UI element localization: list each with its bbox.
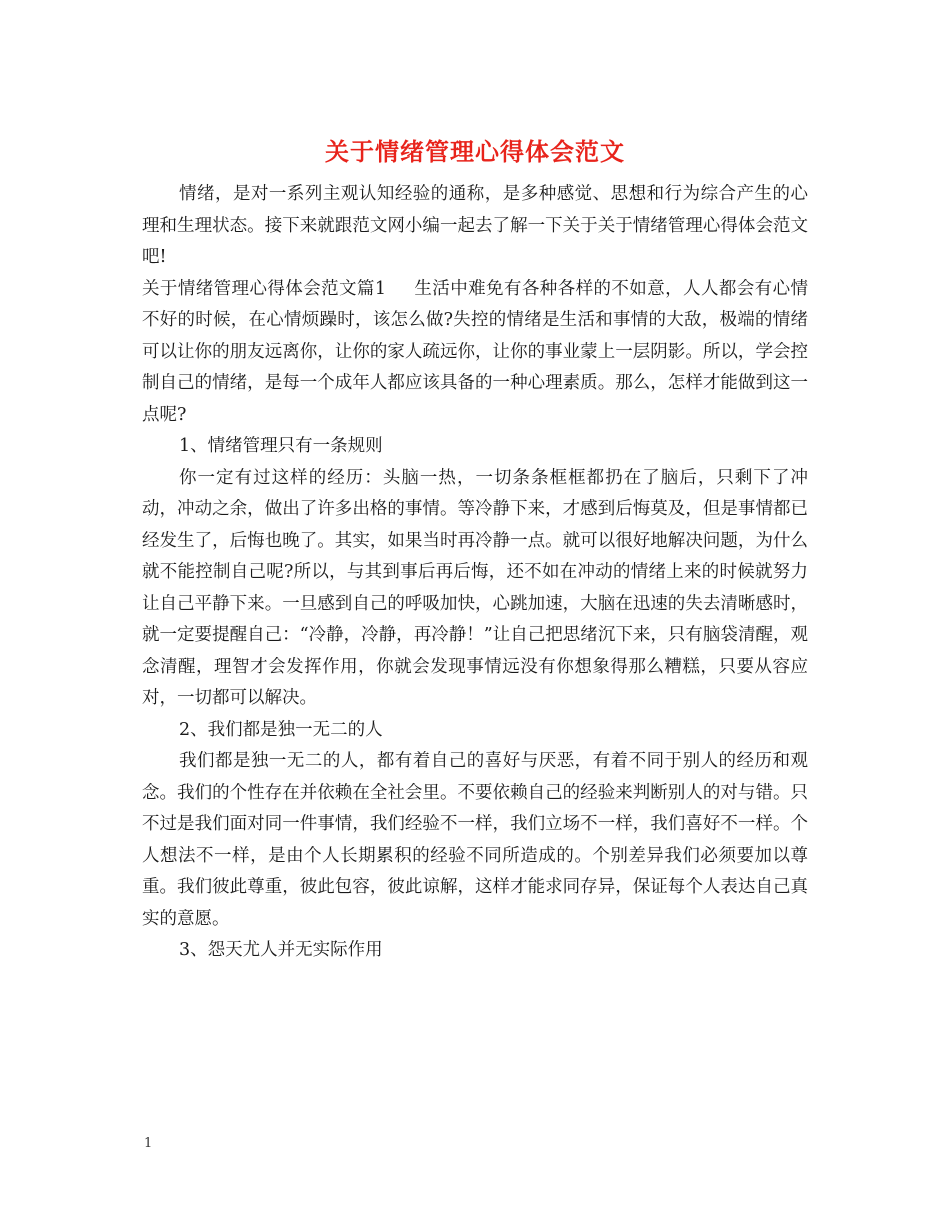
document-title: 关于情绪管理心得体会范文 — [325, 137, 625, 166]
section-1-heading: 1、情绪管理只有一条规则 — [179, 436, 383, 456]
intro-paragraph: 情绪，是对一系列主观认知经验的通称，是多种感觉、思想和行为综合产生的心理和生理状态。接下来就跟范文网小编一起去了解一下关于关于情绪管理心得体会范文吧! — [142, 184, 808, 267]
document-body — [142, 179, 808, 967]
section-2-heading: 2、我们都是独一无二的人 — [179, 719, 383, 740]
section-3-heading: 3、怨天尤人并无实际作用 — [179, 940, 383, 960]
section-1-body: 你一定有过这样的经历：头脑一热，一切条条框框都扔在了脑后，只剩下了冲动，冲动之余，做出了许多出格的事情。等冷静下来，才感到后悔莫及，但是事情都已经发生了，后悔也晚了。其实，如果当时再冷静一点。就可以很好地解决问题，为什么就不能控制自己呢?所以，与其到事后再后悔，还不如在冲动的情绪上来的时候就努力让自己平静下来。一旦感到自己的呼吸加快，心跳加速，大脑在迅速的失去清晰感时，就一定要提醒自己：“冷静，冷静，再冷静！”让自己把思绪沉下来，只有脑袋清醒，观念清醒，理智才会发挥作用，你就会发现事情远没有你想象得那么糟糕，只要从容应对，一切都可以解决。 — [142, 467, 808, 708]
article-intro-text: 生活中难免有各种各样的不如意，人人都会有心情不好的时候，在心情烦躁时，该怎么做?失控的情绪是生活和事情的大敌，极端的情绪可以让你的朋友远离你，让你的家人疏远你，让你的事业蒙上一层阴影。所以，学会控制自己的情绪，是每一个成年人都应该具备的一种心理素质。那么，怎样才能做到这一点呢? — [142, 278, 808, 425]
section-2-body: 我们都是独一无二的人，都有着自己的喜好与厌恶，有着不同于别人的经历和观念。我们的个性存在并依赖在全社会里。不要依赖自己的经验来判断别人的对与错。只不过是我们面对同一件事情，我们经验不一样，我们立场不一样，我们喜好不一样。个人想法不一样，是由个人长期累积的经验不同所造成的。个别差异我们必须要加以尊重。我们彼此尊重，彼此包容，彼此谅解，这样才能求同存异，保证每个人表达自己真实的意愿。 — [142, 751, 808, 929]
article-opening-paragraph — [142, 274, 808, 432]
page-number: 1 — [144, 1136, 153, 1151]
article-heading: 关于情绪管理心得体会范文篇1 — [142, 278, 386, 299]
